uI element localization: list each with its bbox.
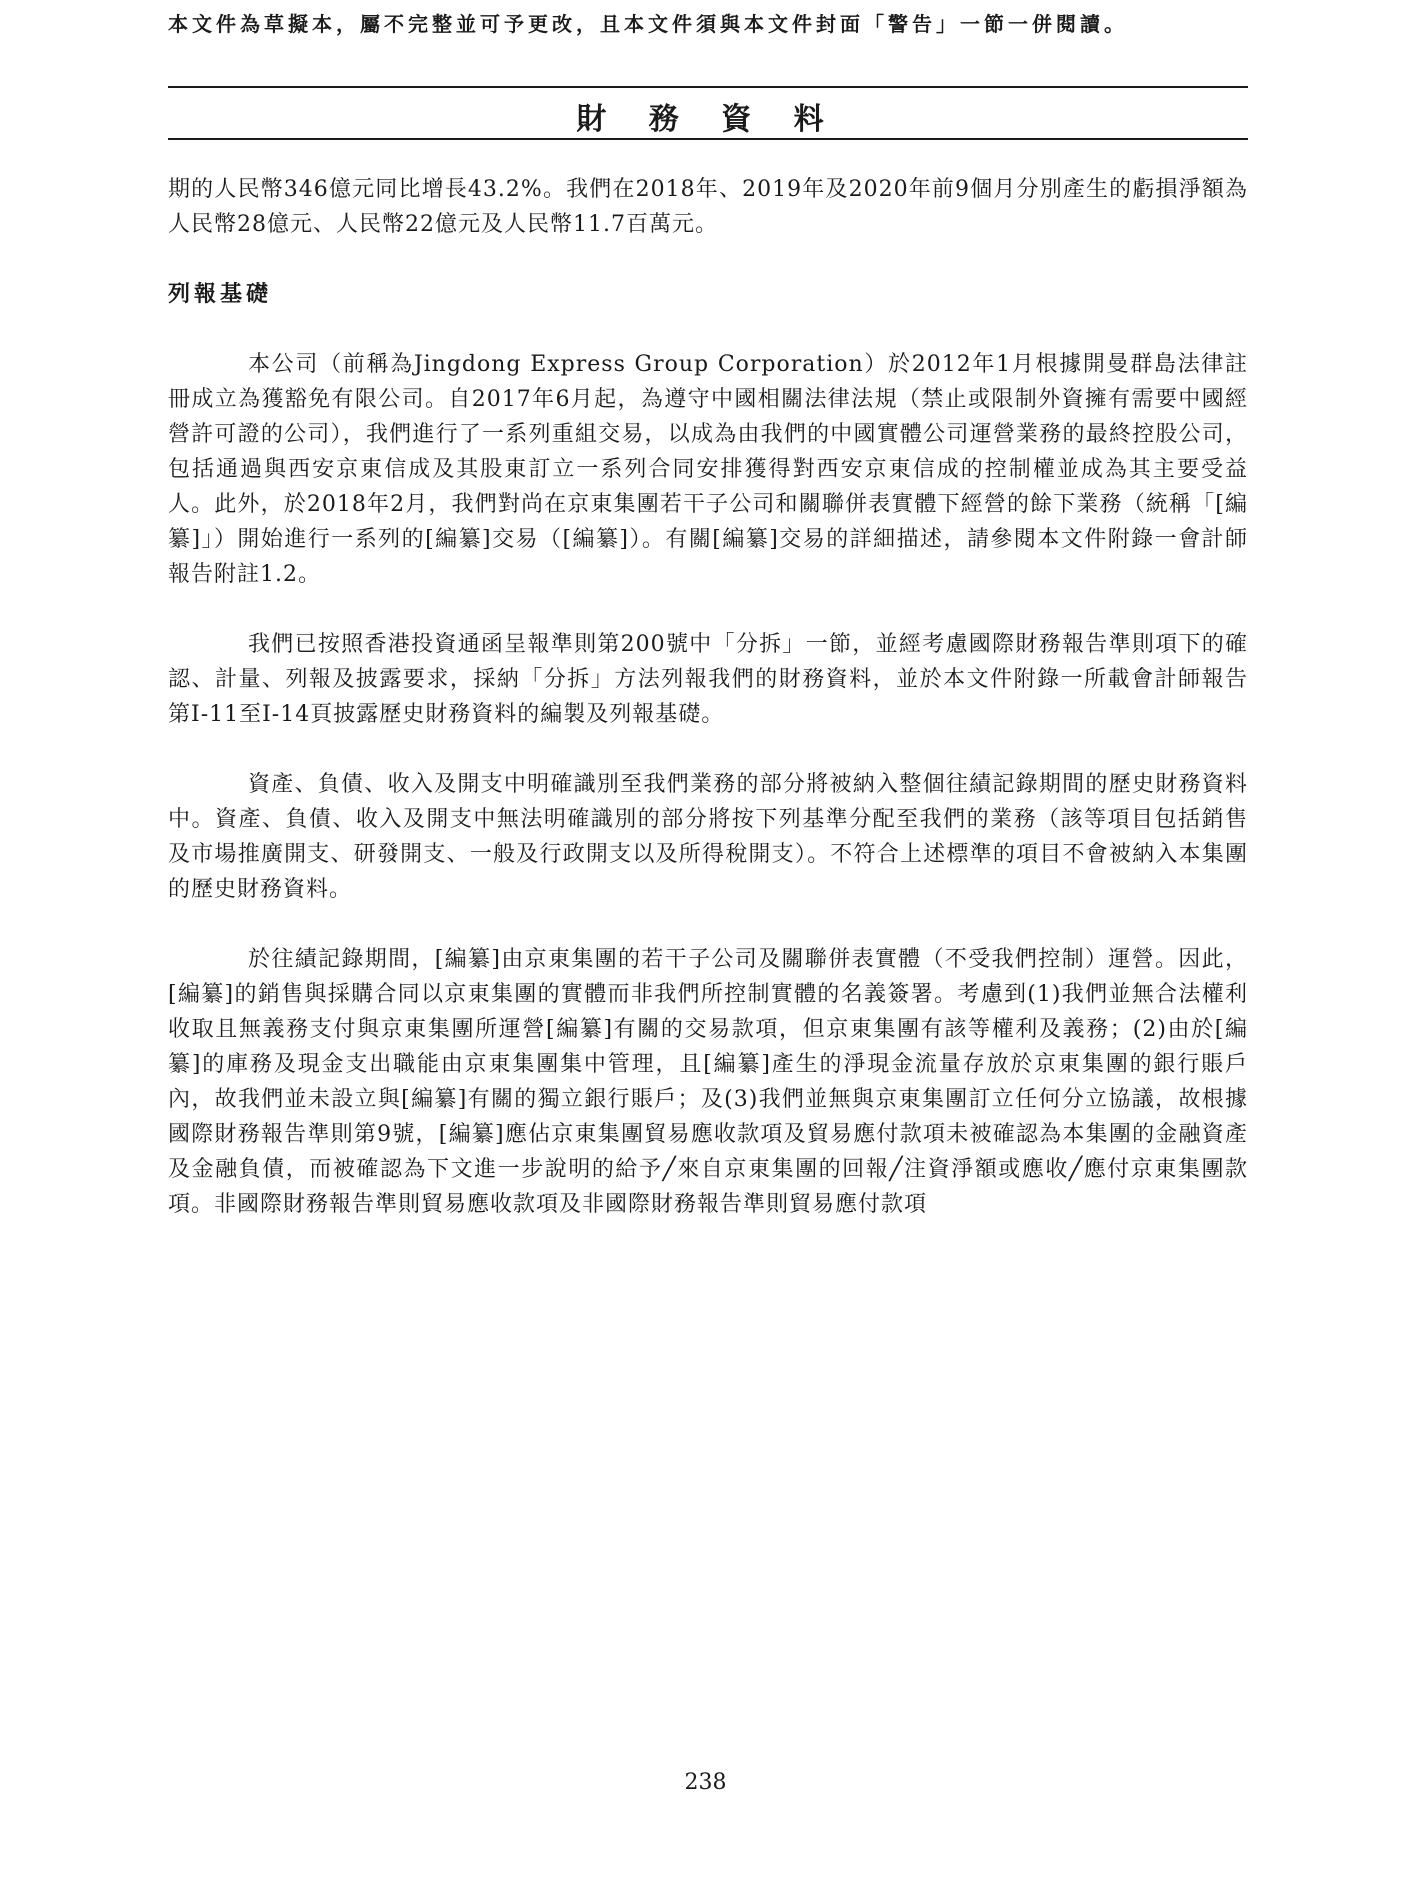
paragraph-continued: 期的人民幣346億元同比增長43.2%。我們在2018年、2019年及2020年前9個月分別產生的虧損淨額為人民幣28億元、人民幣22億元及人民幣11.7百萬元。 <box>168 177 1248 237</box>
paragraph-allocation-basis: 資產、負債、收入及開支中明確識別至我們業務的部分將被納入整個往績記錄期間的歷史財務資料中。資產、負債、收入及開支中無法明確識別的部分將按下列基準分配至我們的業務（該等項目包括銷售及市場推廣開支、研發開支、一般及行政開支以及所得稅開支）。不符合上述標準的項目不會被納入本集團的歷史財務資料。 <box>168 772 1248 902</box>
title-rule-top <box>168 86 1248 88</box>
document-body <box>168 172 1248 1257</box>
subheading-basis-of-presentation: 列報基礎 <box>168 281 273 307</box>
page-number: 238 <box>684 1770 727 1795</box>
title-rule-bottom <box>168 138 1248 140</box>
draft-warning-header: 本文件為草擬本，屬不完整並可予更改，且本文件須與本文件封面「警告」一節一併閱讀。 <box>168 12 1128 36</box>
paragraph-company-background: 本公司（前稱為Jingdong Express Group Corporation）於2012年1月根據開曼群島法律註冊成立為獲豁免有限公司。自2017年6月起，為遵守中國相關法律法規（禁止或限制外資擁有需要中國經營許可證的公司），我們進行了一系列重組交易，以成為由我們的中國實體公司運營業務的最終控股公司，包括通過與西安京東信成及其股東訂立一系列合同安排獲得對西安京東信成的控制權並成為其主要受益人。此外，於2018年2月，我們對尚在京東集團若干子公司和關聯併表實體下經營的餘下業務（統稱「[編纂]」）開始進行一系列的[編纂]交易（[編纂]）。有關[編纂]交易的詳細描述，請參閱本文件附錄一會計師報告附註1.2。 <box>168 352 1248 587</box>
paragraph-track-record-operations: 於往績記錄期間，[編纂]由京東集團的若干子公司及關聯併表實體（不受我們控制）運營。因此，[編纂]的銷售與採購合同以京東集團的實體而非我們所控制實體的名義簽署。考慮到(1)我們並無合法權利收取且無義務支付與京東集團所運營[編纂]有關的交易款項，但京東集團有該等權利及義務；(2)由於[編纂]的庫務及現金支出職能由京東集團集中管理，且[編纂]產生的淨現金流量存放於京東集團的銀行賬戶內，故我們並未設立與[編纂]有關的獨立銀行賬戶；及(3)我們並無與京東集團訂立任何分立協議，故根據國際財務報告準則第9號，[編纂]應佔京東集團貿易應收款項及貿易應付款項未被確認為本集團的金融資產及金融負債，而被確認為下文進一步說明的給予╱來自京東集團的回報╱注資淨額或應收╱應付京東集團款項。非國際財務報告準則貿易應收款項及非國際財務報告準則貿易應付款項 <box>168 947 1248 1217</box>
section-title: 財 務 資 料 <box>576 102 840 137</box>
paragraph-carve-out-method: 我們已按照香港投資通函呈報準則第200號中「分拆」一節，並經考慮國際財務報告準則項下的確認、計量、列報及披露要求，採納「分拆」方法列報我們的財務資料，並於本文件附錄一所載會計師報告第I-11至I-14頁披露歷史財務資料的編製及列報基礎。 <box>168 632 1248 727</box>
